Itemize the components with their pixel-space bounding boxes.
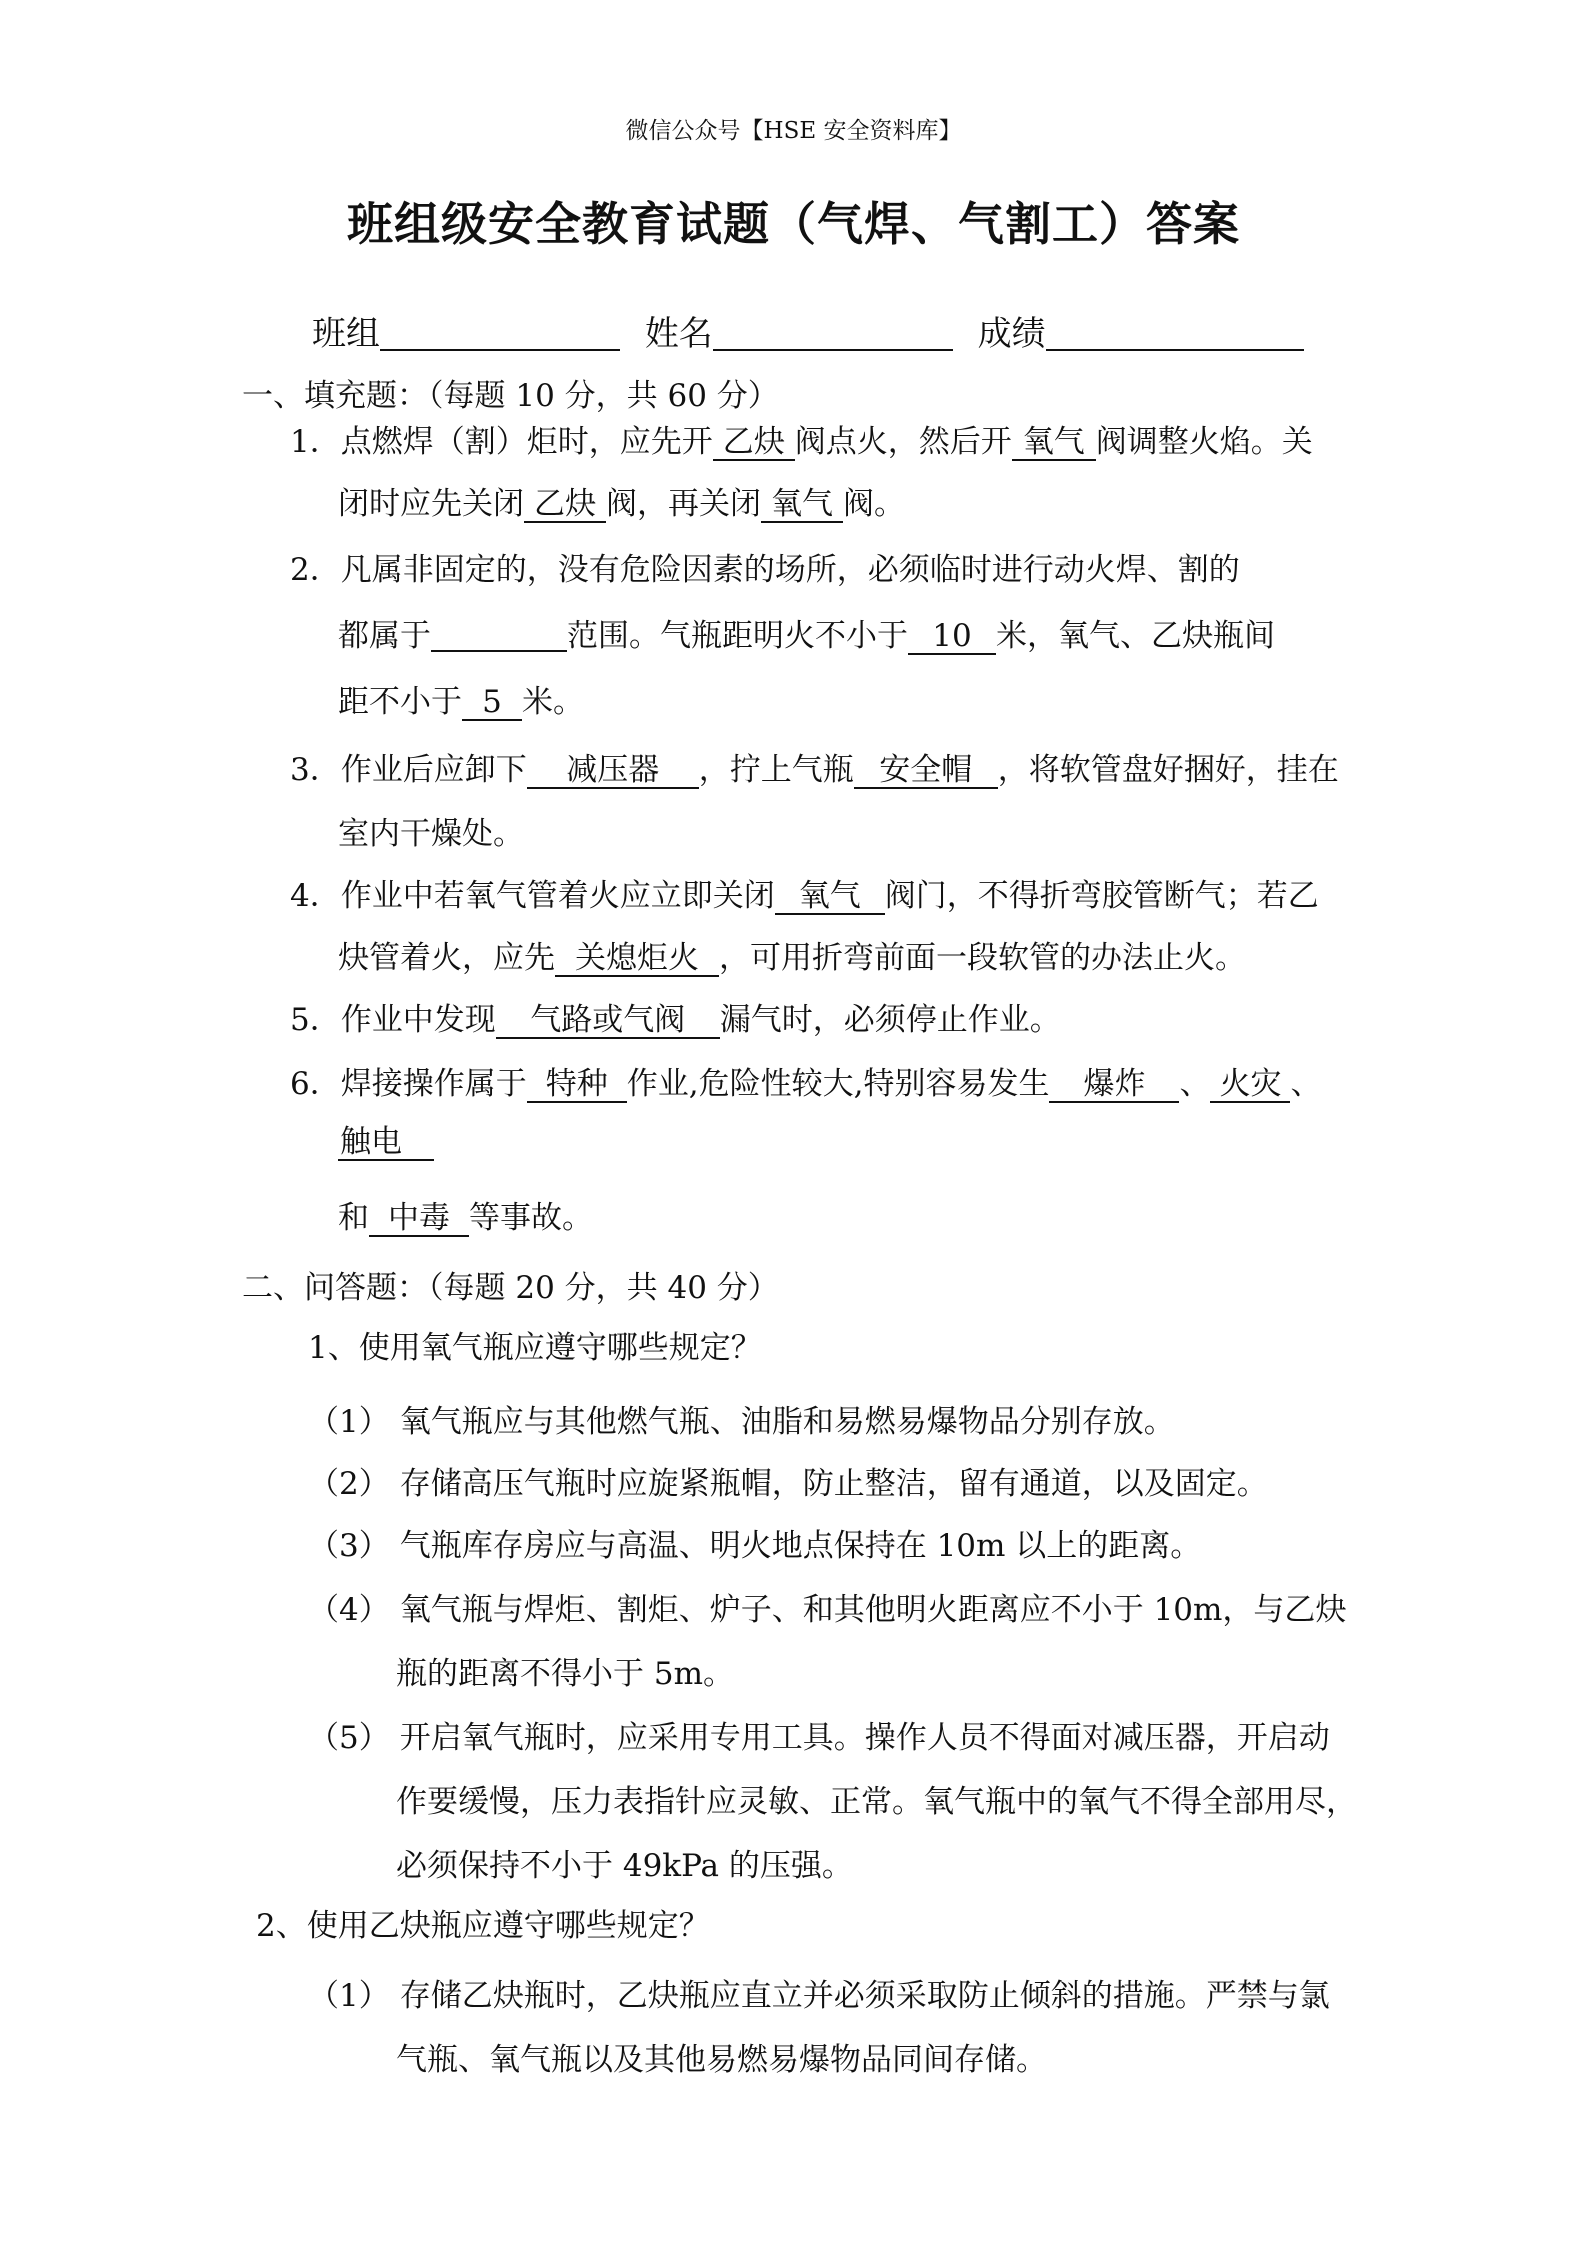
q2-1-item5: （5） 开启氧气瓶时，应采用专用工具。操作人员不得面对减压器，开启动	[308, 1720, 1330, 1756]
team-blank[interactable]	[380, 315, 620, 351]
q2-1-item5-l3: 必须保持不小于 49kPa 的压强。	[396, 1848, 853, 1884]
q2-answer-1: 10	[908, 620, 996, 655]
q2-line1: 2．凡属非固定的，没有危险因素的场所，必须临时进行动火焊、割的	[290, 552, 1240, 588]
q5-line1: 5．作业中发现 气路或气阀 漏气时，必须停止作业。	[290, 1002, 1061, 1038]
q1-answer-1: 乙炔	[713, 426, 795, 461]
score-blank[interactable]	[1046, 315, 1304, 351]
q2-1-item3: （3） 气瓶库存房应与高温、明火地点保持在 10m 以上的距离。	[308, 1528, 1202, 1564]
q6-line2	[338, 1124, 434, 1161]
q2-1-item1: （1） 氧气瓶应与其他燃气瓶、油脂和易燃易爆物品分别存放。	[308, 1404, 1175, 1440]
score-label: 成绩	[977, 314, 1046, 354]
q2-1-item4: （4） 氧气瓶与焊炬、割炬、炉子、和其他明火距离应不小于 10m，与乙炔	[308, 1592, 1347, 1628]
name-label: 姓名	[644, 314, 713, 354]
q2-2-title: 2、使用乙炔瓶应遵守哪些规定？	[256, 1908, 710, 1944]
q4-answer-2: 关熄炬火	[555, 942, 719, 977]
q4-line1: 4．作业中若氧气管着火应立即关闭 氧气 阀门，不得折弯胶管断气；若乙	[290, 878, 1319, 914]
q3-line1: 3．作业后应卸下 减压器 ，拧上气瓶 安全帽 ，将软管盘好捆好，挂在	[290, 752, 1339, 788]
q2-2-item1: （1） 存储乙炔瓶时，乙炔瓶应直立并必须采取防止倾斜的措施。严禁与氯	[308, 1978, 1330, 2014]
q3-answer-1: 减压器	[527, 754, 699, 789]
q6-answer-3: 火灾	[1210, 1068, 1290, 1103]
q2-line3: 距不小于 5 米。	[338, 684, 584, 720]
q6-answer-4: 触电	[338, 1126, 434, 1161]
info-line	[312, 306, 1304, 355]
q2-1-item4-l2: 瓶的距离不得小于 5m。	[396, 1656, 734, 1692]
q6-answer-5: 中毒	[369, 1202, 469, 1237]
q2-line2: 都属于 范围。气瓶距明火不小于 10 米，氧气、乙炔瓶间	[338, 618, 1275, 654]
q4-answer-1: 氧气	[775, 880, 885, 915]
q6-answer-2: 爆炸	[1049, 1068, 1179, 1103]
q2-2-item1-l2: 气瓶、氧气瓶以及其他易燃易爆物品同间存储。	[396, 2042, 1047, 2078]
q6-answer-1: 特种	[527, 1068, 627, 1103]
q4-line2: 炔管着火，应先 关熄炬火 ，可用折弯前面一段软管的办法止火。	[338, 940, 1246, 976]
q3-answer-2: 安全帽	[854, 754, 998, 789]
q1-answer-3: 乙炔	[524, 488, 606, 523]
team-label: 班组	[312, 314, 380, 354]
q1-answer-4: 氧气	[761, 488, 843, 523]
q5-answer-1: 气路或气阀	[496, 1004, 720, 1039]
q2-1-item5-l2: 作要缓慢，压力表指针应灵敏、正常。氧气瓶中的氧气不得全部用尽，	[396, 1784, 1357, 1820]
page-header: 微信公众号【HSE 安全资料库】	[625, 118, 962, 144]
q2-1-item2: （2） 存储高压气瓶时应旋紧瓶帽，防止整洁，留有通道，以及固定。	[308, 1466, 1268, 1502]
q1-line1: 1．点燃焊（割）炬时，应先开 乙炔 阀点火，然后开 氧气 阀调整火焰。关	[290, 424, 1313, 460]
q1-answer-2: 氧气	[1012, 426, 1096, 461]
q2-1-title: 1、使用氧气瓶应遵守哪些规定？	[308, 1330, 762, 1366]
page-title: 班组级安全教育试题（气焊、气割工）答案	[347, 197, 1240, 251]
q2-answer-2: 5	[462, 686, 522, 721]
name-blank[interactable]	[713, 315, 953, 351]
q6-line3: 和 中毒 等事故。	[338, 1200, 593, 1236]
section2-title: 二、问答题：（每题 20 分，共 40 分）	[242, 1270, 779, 1306]
q2-blank	[431, 616, 567, 652]
q6-line1: 6．焊接操作属于 特种 作业,危险性较大,特别容易发生 爆炸 、 火灾 、	[290, 1066, 1322, 1102]
section1-title: 一、填充题：（每题 10 分，共 60 分）	[242, 378, 779, 414]
q3-line2: 室内干燥处。	[338, 816, 524, 852]
q1-line2: 闭时应先关闭 乙炔 阀，再关闭 氧气 阀。	[338, 486, 905, 522]
